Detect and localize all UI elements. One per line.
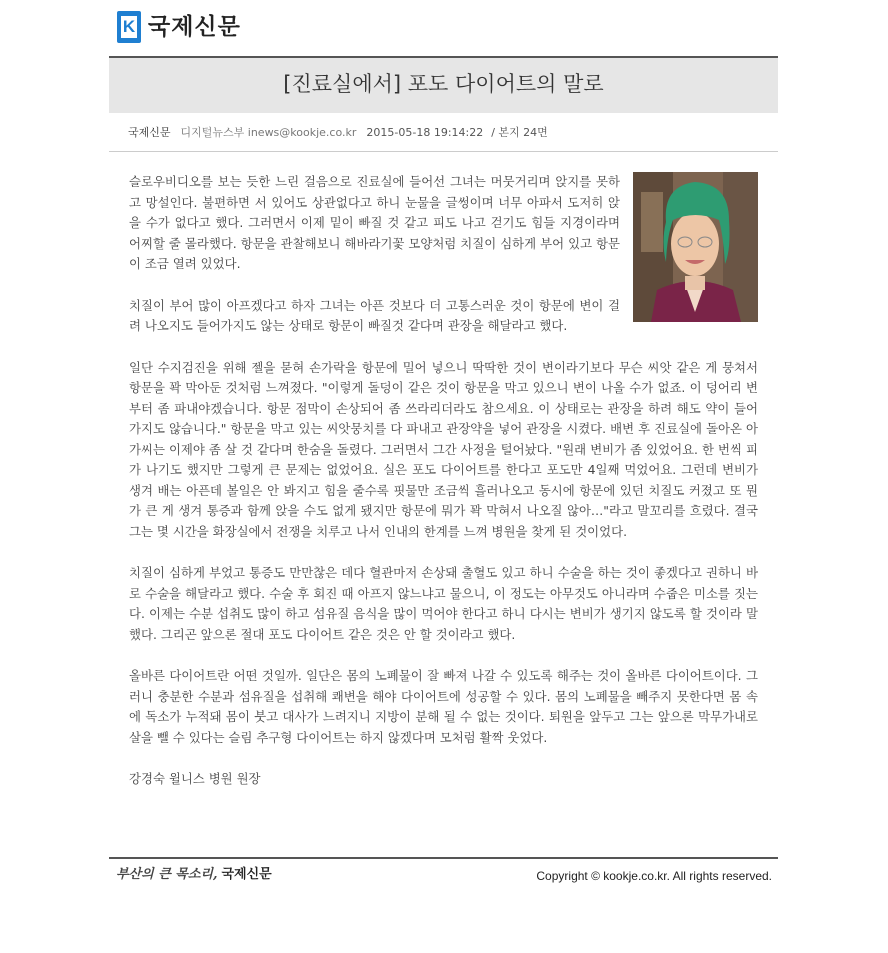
article-date: 2015-05-18 19:14:22 <box>366 126 484 139</box>
article-paragraph: 올바른 다이어트란 어떤 것일까. 일단은 몸의 노폐물이 잘 빠져 나갈 수 있도록 해주는 것이 올바른 다이어트이다. 그러니 충분한 수분과 섬유질을 섭취해 쾌변을 해야 다이어트에 성공할 수 있다. 몸의 노폐물을 빼주지 못한다면 몸 속에 독소가 누적돼 몸이 붓고 대사가 느려지니 지방이 분해 될 수 없는 것이다. 퇴원을 앞두고 그는 앞으론 막무가내로 살을 뺄 수 있다는 슬림 추구형 다이어트는 하지 않겠다며 모처럼 활짝 웃었다. <box>129 668 758 745</box>
copyright-text: Copyright © kookje.co.kr. All rights reserved. <box>536 869 772 883</box>
article-paragraph: 치질이 심하게 부었고 통증도 만만찮은 데다 혈관마저 손상돼 출혈도 있고 하니 수술을 하는 것이 좋겠다고 권하니 바로 수술을 해달라고 했다. 수술 후 회진 때 아프지 않느냐고 물으니, 이 정도는 아무것도 아니라며 수줍은 미소를 짓는다. 이제는 수분 섭취도 많이 하고 섬유질 음식을 많이 먹어야 한다고 하니 다시는 변비가 생기지 않도록 할 것이라 말했다. 그리곤 앞으론 절대 포도 다이어트 같은 것은 안 할 것이라고 했다. <box>129 565 758 642</box>
slogan-text: 부산의 큰 목소리, <box>116 867 218 882</box>
article-meta <box>128 124 548 140</box>
article-body <box>129 172 758 811</box>
slogan-brand: 국제신문 <box>221 867 272 882</box>
site-logo[interactable] <box>117 10 241 44</box>
article-title: [진료실에서] 포도 다이어트의 말로 <box>109 56 778 113</box>
logo-text: 국제신문 <box>148 14 241 40</box>
logo-badge-icon: K <box>117 11 141 43</box>
footer-divider <box>109 857 778 859</box>
article-page-info: / 본지 24면 <box>491 126 548 139</box>
article-reporter: 디지털뉴스부 inews@kookje.co.kr <box>180 126 357 139</box>
article-paragraph: 슬로우비디오를 보는 듯한 느린 걸음으로 진료실에 들어선 그녀는 머뭇거리며 앉지를 못하고 망설인다. 불편하면 서 있어도 상관없다고 하니 눈물을 글썽이며 너무 아파서 도저히 앉을 수가 없다고 했다. 그러면서 이제 밑이 빠질 것 같고 피도 나고 걷기도 힘들 지경이라며 어찌할 줄 몰라했다. 항문을 관찰해보니 해바라기꽃 모양처럼 치질이 심하게 부어 있고 항문이 조금 열려 있었다. <box>129 174 620 271</box>
meta-divider <box>109 151 778 152</box>
article-paragraph: 일단 수지검진을 위해 젤을 묻혀 손가락을 항문에 밀어 넣으니 딱딱한 것이 변이라기보다 무슨 씨앗 같은 게 뭉쳐서 항문을 꽉 막아둔 것처럼 느껴졌다. "이렇게 돌덩이 같은 것이 항문을 막고 있으니 변이 나올 수가 없죠. 이 덩어리 변부터 좀 파내야겠습니다. 항문 점막이 손상되어 좀 쓰라리더라도 참으세요. 이 상태로는 관장을 하려 해도 약이 들어가지도 않습니다." 항문을 막고 있는 씨앗뭉치를 다 파내고 관장약을 넣어 관장을 시켰다. 배변 후 진료실에 돌아온 아가씨는 이제야 좀 살 것 같다며 한숨을 돌렸다. 그러면서 그간 사정을 털어놨다. "원래 변비가 좀 있었어요. 한 번씩 피가 나기도 했지만 그렇게 큰 문제는 없었어요. 실은 포도 다이어트를 한다고 포도만 4일째 먹었어요. 그런데 변비가 생겨 배는 아픈데 볼일은 안 봐지고 힘을 줄수록 핏물만 조금씩 흘러나오고 동시에 항문에 있던 치질도 커졌고 또 뭔가 큰 게 생겨 통증과 함께 앉을 수도 없게 됐지만 항문에 뭐가 꽉 막혀서 나오질 않아…"라고 말꼬리를 흐렸다. 결국 그는 몇 시간을 화장실에서 전쟁을 치루고 나서 인내의 한계를 느껴 병원을 찾게 된 것이었다. <box>129 359 758 539</box>
footer-slogan <box>116 866 272 884</box>
article-paragraph: 치질이 부어 많이 아프겠다고 하자 그녀는 아픈 것보다 더 고통스러운 것이 항문에 변이 걸려 나오지도 들어가지도 않는 상태로 항문이 빠질것 같다며 관장을 해달라고 했다. <box>129 297 620 333</box>
article-author: 강경숙 윌니스 병원 원장 <box>129 771 261 786</box>
article-source: 국제신문 <box>128 126 171 139</box>
